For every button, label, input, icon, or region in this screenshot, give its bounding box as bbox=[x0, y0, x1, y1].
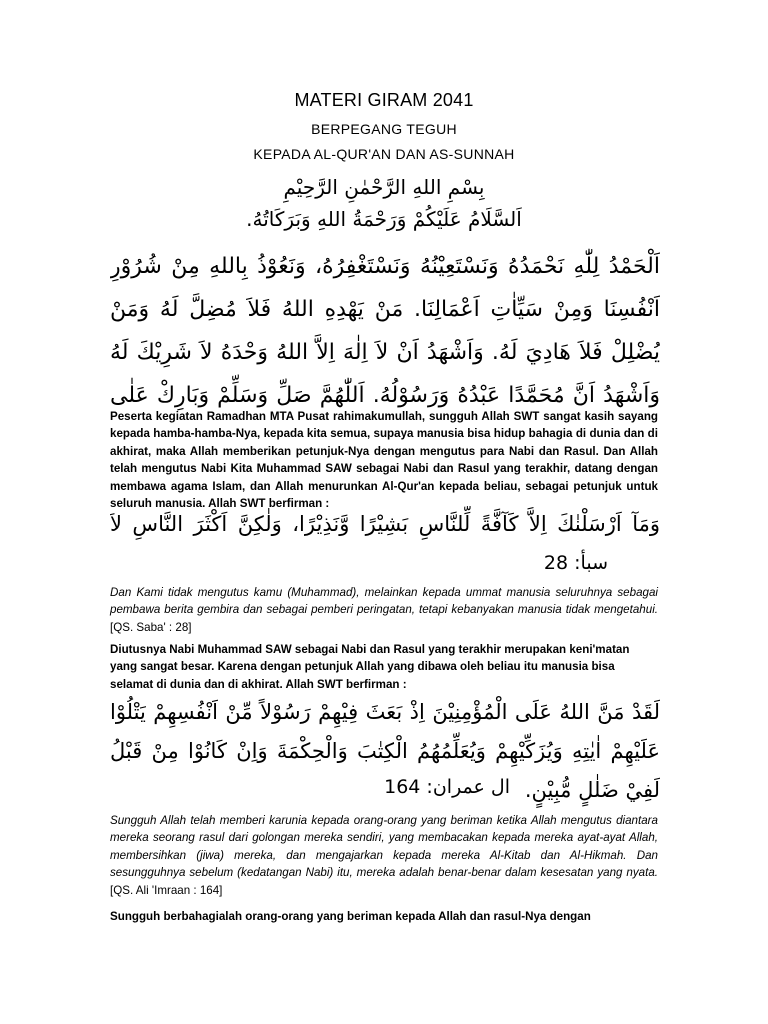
basmalah: بِسْمِ اللهِ الرَّحْمٰنِ الرَّحِيْمِ bbox=[283, 175, 485, 199]
document-title: MATERI GIRAM 2041 bbox=[294, 90, 474, 110]
third-paragraph: Sungguh berbahagialah orang-orang yang beriman kepada Allah dan rasul-Nya dengan bbox=[110, 910, 591, 923]
opening-arabic-text: اَلْحَمْدُ لِلّٰهِ نَحْمَدُهُ وَنَسْتَعِيْنُهُ وَنَسْتَغْفِرُهُ، وَنَعُوْذُ بِاللهِ مِنْ شُرُوْرِ اَنْفُسِنَا وَمِنْ سَيِّاٰتِ اَعْمَالِنَا. مَنْ يَهْدِهِ اللهُ فَلاَ مُضِلَّ لَهُ وَمَنْ يُضْلِلْ فَلاَ هَادِيَ لَهُ. وَاَشْهَدُ اَنْ لاَ اِلٰهَ اِلاَّ اللهُ وَحْدَهُ لاَ شَرِيْكَ لَهُ وَاَشْهَدُ اَنَّ مُحَمَّدًا عَبْدُهُ وَرَسُوْلُهُ. اَللّٰهُمَّ صَلِّ وَسَلِّمْ وَبَارِكْ عَلٰى bbox=[110, 254, 660, 408]
translation-ali-imran-164 bbox=[110, 812, 658, 898]
verse-saba-28-arabic: وَمَآ اَرْسَلْنٰكَ اِلاَّ كَآفَّةً لِّلنَّاسِ بَشِيْرًا وَّنَذِيْرًا، وَلٰكِنَّ اَكْثَرَ النَّاسِ لاَ bbox=[110, 512, 660, 536]
translation-saba-28 bbox=[110, 584, 658, 636]
document-subtitle-1: BERPEGANG TEGUH bbox=[311, 121, 457, 137]
document-subtitle-2: KEPADA AL-QUR'AN DAN AS-SUNNAH bbox=[253, 146, 515, 162]
translation-saba-28-text: Dan Kami tidak mengutus kamu (Muhammad), melainkan kepada ummat manusia seluruhnya sebagai pembawa berita gembira dan sebagai pemberi peringatan, tetapi kebanyakan manusia tidak mengetahui. bbox=[110, 586, 658, 617]
salam-greeting: اَلسَّلَامُ عَلَيْكُمْ وَرَحْمَةُ اللهِ وَبَرَكَاتُهُ. bbox=[246, 207, 522, 231]
second-paragraph: Diutusnya Nabi Muhammad SAW sebagai Nabi dan Rasul yang terakhir merupakan keni'matan yang sangat besar. Karena dengan petunjuk Allah yang dibawa oleh beliau itu manusia bisa selamat di dunia dan di akhirat. Allah SWT berfirman : bbox=[110, 643, 630, 691]
verse-saba-28-reference: سبأ: 28 bbox=[543, 552, 608, 574]
translation-ali-imran-164-reference: [QS. Ali 'Imraan : 164] bbox=[110, 883, 223, 897]
verse-ali-imran-164-reference: ال عمران: 164 bbox=[384, 776, 510, 798]
verse-ali-imran-164-arabic: لَقَدْ مَنَّ اللهُ عَلَى الْمُؤْمِنِيْنَ اِذْ بَعَثَ فِيْهِمْ رَسُوْلاً مِّنْ اَنْفُسِهِمْ يَتْلُوْا عَلَيْهِمْ اٰيٰتِهِ وَيُزَكِّيْهِمْ وَيُعَلِّمُهُمُ الْكِتٰبَ وَالْحِكْمَةَ وَاِنْ كَانُوْا مِنْ قَبْلُ لَفِيْ ضَلٰلٍ مُّبِيْنٍ. bbox=[110, 700, 660, 802]
translation-saba-28-reference: [QS. Saba' : 28] bbox=[110, 620, 192, 634]
intro-paragraph: Peserta kegiatan Ramadhan MTA Pusat rahimakumullah, sungguh Allah SWT sangat kasih sayang kepada hamba-hamba-Nya, kepada kita semua, supaya manusia bisa hidup bahagia di dunia dan di akhirat, maka Allah memberikan petunjuk-Nya dengan mengutus para Nabi dan Rasul. Dan Allah telah mengutus Nabi Kita Muhammad SAW sebagai Nabi dan Rasul yang terakhir, datang dengan membawa agama Islam, dan Allah menurunkan Al-Qur'an kepada beliau, sebagai petunjuk untuk seluruh manusia. Allah SWT berfirman : bbox=[110, 410, 658, 511]
translation-ali-imran-164-text: Sungguh Allah telah memberi karunia kepada orang-orang yang beriman ketika Allah mengutus diantara mereka seorang rasul dari golongan mereka sendiri, yang membacakan kepada mereka ayat-ayat Allah, membersihkan (jiwa) mereka, dan mengajarkan kepada mereka Al-Kitab dan Al-Hikmah. Dan sesungguhnya sebelum (kedatangan Nabi) itu, mereka adalah benar-benar dalam kesesatan yang nyata. bbox=[110, 814, 658, 880]
